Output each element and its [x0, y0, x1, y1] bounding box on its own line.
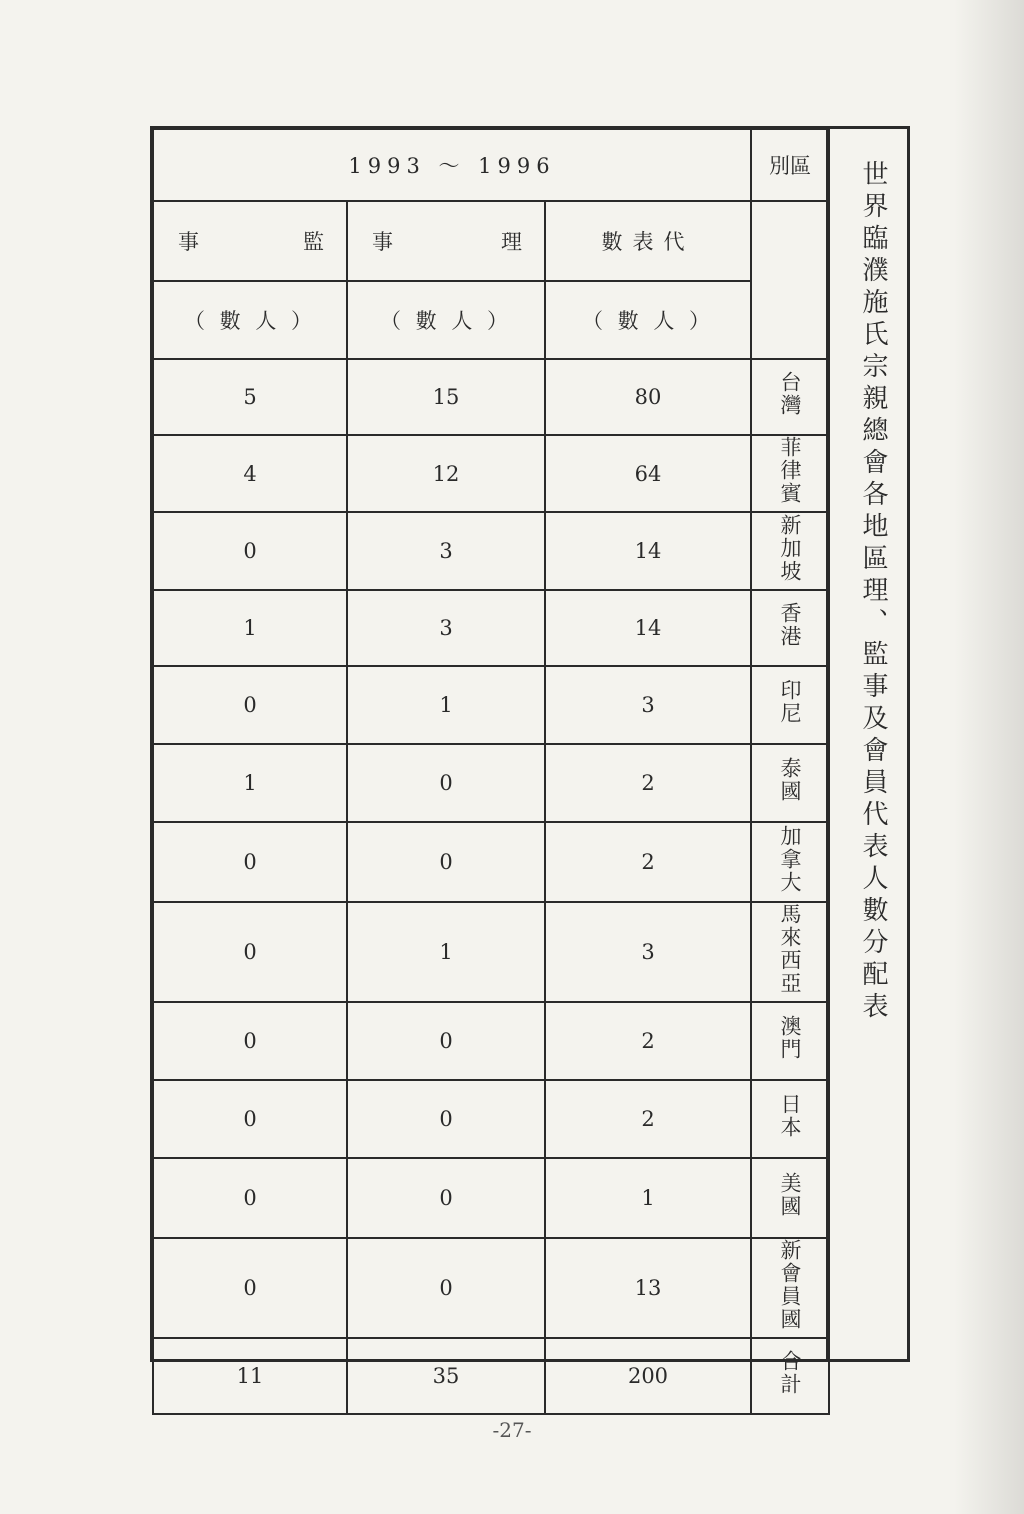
cell-directors: 12 — [347, 435, 545, 512]
table-row — [153, 590, 829, 666]
column-header-supervisors-left: 事 — [178, 230, 199, 254]
unit-directors: （ 數 人 ） — [347, 281, 545, 359]
cell-supervisors: 1 — [153, 744, 347, 822]
cell-representatives: 2 — [545, 822, 751, 902]
cell-supervisors: 0 — [153, 1158, 347, 1238]
allocation-table — [152, 128, 830, 1415]
cell-supervisors: 0 — [153, 666, 347, 744]
cell-directors: 1 — [347, 666, 545, 744]
cell-representatives: 2 — [545, 744, 751, 822]
cell-region — [751, 590, 829, 666]
region-label: 新會員國 — [778, 1239, 802, 1331]
table-row — [153, 512, 829, 590]
region-label: 馬來西亞 — [778, 903, 802, 995]
cell-supervisors: 1 — [153, 590, 347, 666]
table-row — [153, 1002, 829, 1080]
cell-representatives: 200 — [545, 1338, 751, 1414]
cell-supervisors: 0 — [153, 1080, 347, 1158]
cell-supervisors: 0 — [153, 1238, 347, 1338]
period-header-row — [153, 129, 829, 201]
region-label: 日本 — [778, 1093, 802, 1139]
cell-directors: 0 — [347, 822, 545, 902]
cell-supervisors: 0 — [153, 512, 347, 590]
cell-directors: 3 — [347, 512, 545, 590]
table-row — [153, 822, 829, 902]
table-title: 世界臨濮施氏宗親總會各地區理、監事及會員代表人數分配表 — [858, 160, 888, 1024]
cell-supervisors: 0 — [153, 1002, 347, 1080]
cell-supervisors: 11 — [153, 1338, 347, 1414]
region-header-blank — [751, 201, 829, 359]
column-header-representatives: 數表代 — [545, 201, 751, 281]
cell-region — [751, 822, 829, 902]
cell-directors: 15 — [347, 359, 545, 435]
cell-directors: 1 — [347, 902, 545, 1002]
cell-region — [751, 359, 829, 435]
column-header-supervisors — [153, 201, 347, 281]
cell-representatives: 14 — [545, 590, 751, 666]
region-label: 加拿大 — [778, 824, 802, 894]
cell-directors: 0 — [347, 1002, 545, 1080]
cell-representatives: 1 — [545, 1158, 751, 1238]
cell-supervisors: 0 — [153, 822, 347, 902]
table-row — [153, 435, 829, 512]
cell-region — [751, 1238, 829, 1338]
column-header-directors — [347, 201, 545, 281]
region-label: 印尼 — [778, 679, 802, 725]
cell-directors: 3 — [347, 590, 545, 666]
cell-directors: 0 — [347, 744, 545, 822]
table-row — [153, 744, 829, 822]
region-label: 泰國 — [778, 757, 802, 803]
table-row — [153, 666, 829, 744]
cell-representatives: 80 — [545, 359, 751, 435]
column-header-directors-left: 事 — [372, 230, 393, 254]
region-label: 香港 — [778, 602, 802, 648]
cell-representatives: 13 — [545, 1238, 751, 1338]
cell-region — [751, 1080, 829, 1158]
cell-region — [751, 1338, 829, 1414]
column-header-row — [153, 201, 829, 281]
cell-directors: 0 — [347, 1080, 545, 1158]
cell-region — [751, 512, 829, 590]
page-number: -27- — [492, 1418, 532, 1442]
region-label: 台灣 — [778, 371, 802, 417]
cell-representatives: 14 — [545, 512, 751, 590]
cell-representatives: 64 — [545, 435, 751, 512]
cell-representatives: 2 — [545, 1080, 751, 1158]
cell-supervisors: 5 — [153, 359, 347, 435]
region-header: 別區 — [751, 129, 829, 201]
cell-directors: 0 — [347, 1238, 545, 1338]
table-row — [153, 1080, 829, 1158]
unit-supervisors: （ 數 人 ） — [153, 281, 347, 359]
column-header-supervisors-right: 監 — [303, 230, 324, 254]
cell-supervisors: 4 — [153, 435, 347, 512]
cell-supervisors: 0 — [153, 902, 347, 1002]
region-label: 澳門 — [778, 1015, 802, 1061]
cell-region — [751, 435, 829, 512]
column-header-directors-right: 理 — [501, 230, 522, 254]
table-body — [153, 359, 829, 1414]
cell-representatives: 2 — [545, 1002, 751, 1080]
cell-directors: 35 — [347, 1338, 545, 1414]
cell-region — [751, 666, 829, 744]
cell-region — [751, 1002, 829, 1080]
cell-representatives: 3 — [545, 666, 751, 744]
table-row — [153, 1158, 829, 1238]
unit-representatives: （ 數 人 ） — [545, 281, 751, 359]
period-header: 1993 ～ 1996 — [153, 129, 751, 201]
table-row — [153, 1238, 829, 1338]
cell-region — [751, 1158, 829, 1238]
table-row — [153, 902, 829, 1002]
region-label: 菲律賓 — [778, 436, 802, 505]
table-row — [153, 1338, 829, 1414]
cell-representatives: 3 — [545, 902, 751, 1002]
cell-region — [751, 744, 829, 822]
cell-region — [751, 902, 829, 1002]
region-label: 美國 — [778, 1172, 802, 1218]
cell-directors: 0 — [347, 1158, 545, 1238]
page-edge-shadow — [954, 0, 1024, 1514]
region-label: 合計 — [778, 1350, 802, 1396]
unit-row — [153, 281, 829, 359]
region-label: 新加坡 — [778, 513, 802, 583]
table-row — [153, 359, 829, 435]
